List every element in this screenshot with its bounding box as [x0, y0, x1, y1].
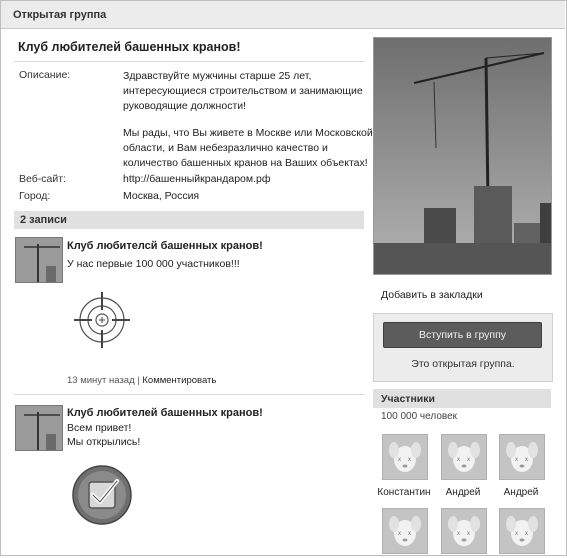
post-author[interactable]: Клуб любителей башенных кранов!	[67, 407, 263, 419]
svg-text:x: x	[398, 531, 401, 537]
description-label: Описание:	[19, 69, 71, 81]
member-avatar[interactable]	[382, 508, 428, 554]
svg-text:x: x	[457, 531, 460, 537]
description-text: Здравствуйте мужчины старше 25 лет, интересующиеся строительством и занимающие руководящие должности! Мы рады, что Вы живете в Москве или Московской области, и Вам небезразлично качество и количество башенных кранов на Ваших объектах!	[123, 70, 373, 169]
member-name[interactable]: Константин	[377, 487, 431, 498]
city-value: Москва, Россия	[123, 190, 200, 202]
post-text-line: Всем привет!	[67, 422, 132, 434]
dog-avatar-icon	[442, 435, 486, 479]
dog-avatar-icon	[442, 509, 486, 553]
member-avatar[interactable]	[441, 434, 487, 480]
website-link[interactable]: http://башенныйкрандаром.рф	[123, 173, 271, 185]
wall-header	[14, 211, 364, 229]
open-group-note: Это открытая группа.	[411, 358, 515, 370]
svg-text:x: x	[467, 457, 470, 463]
wall-count: 2 записи	[20, 214, 67, 226]
post-text: У нас первые 100 000 участников!!!	[67, 258, 240, 270]
website-label: Веб-сайт:	[19, 173, 66, 185]
post-avatar[interactable]	[15, 237, 63, 283]
svg-text:x: x	[525, 531, 528, 537]
member-avatar[interactable]	[499, 434, 545, 480]
divider	[14, 61, 364, 62]
join-box	[373, 313, 553, 382]
member-name[interactable]: Андрей	[503, 487, 539, 498]
members-title: Участники	[381, 393, 435, 405]
header-title: Открытая группа	[13, 9, 107, 21]
comment-link[interactable]: Комментировать	[142, 375, 217, 386]
svg-text:x: x	[408, 457, 411, 463]
crane-thumbnail-icon	[16, 238, 62, 282]
post-meta	[67, 375, 216, 386]
join-group-button[interactable]: Вступить в группу	[383, 322, 542, 348]
city-label: Город:	[19, 190, 51, 202]
crane-thumbnail-icon	[16, 406, 62, 450]
crane-photo	[374, 38, 551, 274]
target-crosshair-icon[interactable]	[70, 288, 134, 352]
svg-text:x: x	[398, 457, 401, 463]
member-name[interactable]: Андрей	[445, 487, 481, 498]
member-avatar[interactable]	[382, 434, 428, 480]
svg-text:x: x	[515, 457, 518, 463]
svg-text:x: x	[515, 531, 518, 537]
checkmark-badge-icon[interactable]	[71, 464, 133, 526]
post-author[interactable]: Клуб любителсй башенных кранов!	[67, 240, 263, 252]
svg-text:x: x	[525, 457, 528, 463]
meta-separator: |	[137, 375, 140, 386]
group-photo[interactable]	[373, 37, 552, 275]
member-avatar[interactable]	[499, 508, 545, 554]
bookmark-link[interactable]: Добавить в закладки	[381, 289, 483, 301]
header-bar	[1, 1, 565, 29]
svg-text:x: x	[457, 457, 460, 463]
dog-avatar-icon	[500, 435, 544, 479]
svg-text:x: x	[408, 531, 411, 537]
svg-text:x: x	[467, 531, 470, 537]
members-count[interactable]: 100 000 человек	[381, 411, 458, 422]
post-avatar[interactable]	[15, 405, 63, 451]
dog-avatar-icon	[383, 435, 427, 479]
divider	[14, 394, 364, 395]
dog-avatar-icon	[500, 509, 544, 553]
members-header[interactable]	[373, 389, 551, 408]
dog-avatar-icon	[383, 509, 427, 553]
group-title: Клуб любителей башенных кранов!	[18, 40, 241, 54]
member-avatar[interactable]	[441, 508, 487, 554]
post-text-line: Мы открылись!	[67, 436, 141, 448]
post-time[interactable]: 13 минут назад	[67, 375, 135, 386]
